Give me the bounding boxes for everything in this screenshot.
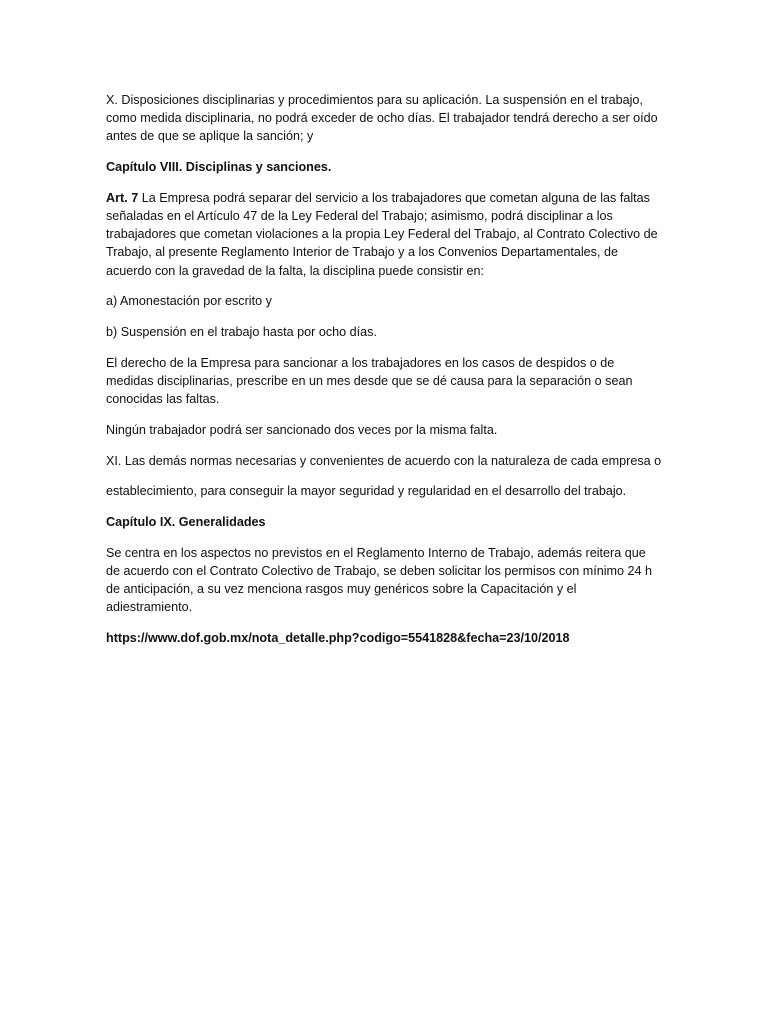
paragraph-prescription: El derecho de la Empresa para sancionar a los trabajadores en los casos de despidos o de medidas disciplinarias, prescribe en un mes desde que se dé causa para la separación o sean conocidas las faltas. xyxy=(106,355,633,407)
chapter-ix-heading: Capítulo IX. Generalidades xyxy=(106,514,266,529)
source-url-link[interactable]: https://www.dof.gob.mx/nota_detalle.php?codigo=5541828&fecha=23/10/2018 xyxy=(106,630,570,645)
art-7-text: La Empresa podrá separar del servicio a los trabajadores que cometan alguna de las faltas señaladas en el Artículo 47 de la Ley Federal del Trabajo; asimismo, podrá disciplinar a los trabajadores que cometan violaciones a la propia Ley Federal del Trabajo, al Contrato Colectivo de Trabajo, al presente Reglamento Interior de Trabajo y a los Convenios Departamentales, de acuerdo con la gravedad de la falta, la disciplina puede consistir en: xyxy=(106,190,658,278)
document-body xyxy=(106,91,662,660)
paragraph-section-xi: XI. Las demás normas necesarias y convenientes de acuerdo con la naturaleza de cada empresa o xyxy=(106,453,662,468)
chapter-viii-heading: Capítulo VIII. Disciplinas y sanciones. xyxy=(106,160,332,175)
source-url-paragraph xyxy=(106,629,662,647)
art-7-label: Art. 7 xyxy=(106,190,139,205)
paragraph-generalities: Se centra en los aspectos no previstos en el Reglamento Interno de Trabajo, además reitera que de acuerdo con el Contrato Colectivo de Trabajo, se deben solicitar los permisos con mínimo 24 h de anticipación, a su vez menciona rasgos muy genéricos sobre la Capacitación y el adiestramiento. xyxy=(106,545,653,615)
paragraph-item-a: a) Amonestación por escrito y xyxy=(106,294,272,309)
paragraph-section-x: X. Disposiciones disciplinarias y procedimientos para su aplicación. La suspensión en el trabajo, como medida disciplinaria, no podrá exceder de ocho días. El trabajador tendrá derecho a ser oído antes de que se aplique la sanción; y xyxy=(106,93,658,144)
paragraph-section-xi-continued: establecimiento, para conseguir la mayor seguridad y regularidad en el desarrollo del trabajo. xyxy=(106,484,627,499)
paragraph-double-sanction: Ningún trabajador podrá ser sancionado dos veces por la misma falta. xyxy=(106,422,498,437)
paragraph-item-b: b) Suspensión en el trabajo hasta por ocho días. xyxy=(106,325,377,340)
paragraph-art-7 xyxy=(106,189,662,280)
